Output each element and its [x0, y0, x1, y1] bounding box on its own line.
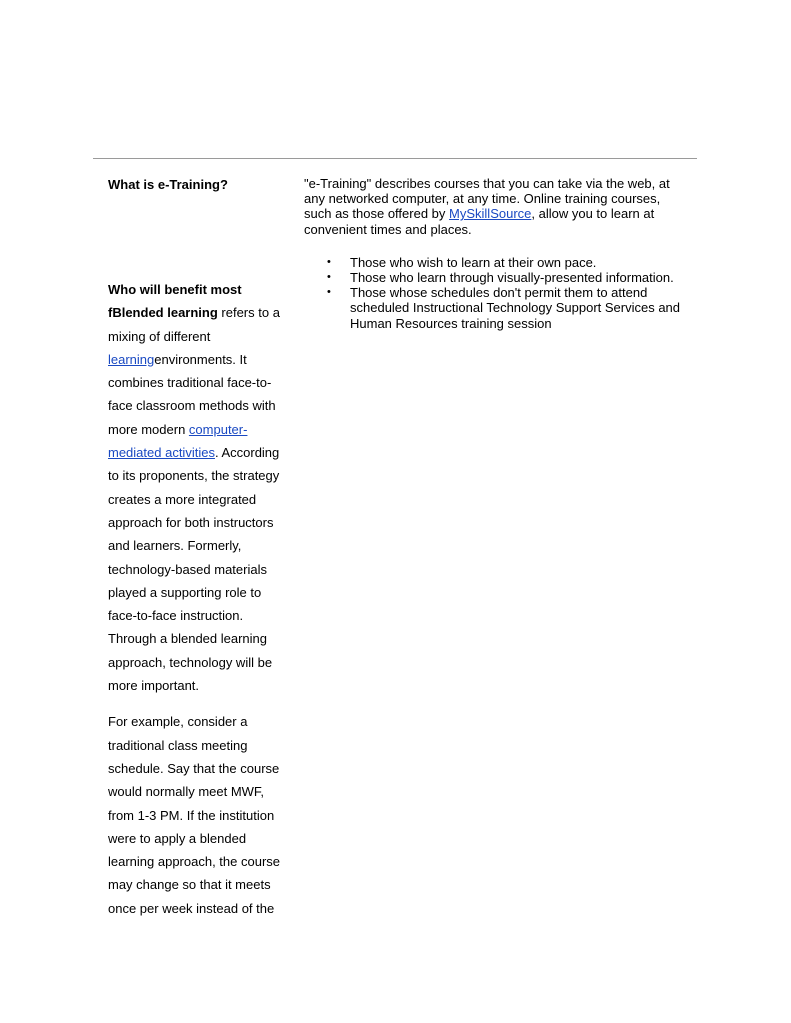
list-item — [304, 270, 689, 285]
bullet-icon: • — [327, 286, 331, 299]
heading-what-is-etraining: What is e-Training? — [108, 177, 228, 192]
right-column — [304, 176, 689, 331]
blended-learning-term: fBlended learning — [108, 305, 218, 321]
description-text-b: , allow you to learn at convenient times and places. — [304, 206, 655, 237]
left-column — [108, 176, 292, 920]
learning-link[interactable]: learning — [108, 351, 155, 367]
description-text-a: "e-Training" describes courses that you can take via the web, at any networked computer, at any time. Online training courses, such as those offered by — [304, 176, 670, 222]
paragraph-text-c: . According to its proponents, the strategy creates a more integrated approach for both instructors and learners. Formerly, technology-based materials played a supporting role to face-to-face instruction. Through a blended learning approach, technology will be more important. — [108, 445, 280, 694]
paragraph-text-a: refers to a mixing of different — [108, 305, 280, 344]
blended-learning-paragraph — [108, 301, 292, 697]
example-paragraph: For example, consider a traditional class meeting schedule. Say that the course would normally meet MWF, from 1-3 PM. If the institution were to apply a blended learning approach, the course may change so that it meets once per week instead of the — [108, 714, 281, 916]
heading-who-will-benefit: Who will benefit most — [108, 282, 242, 297]
bullet-icon: • — [327, 271, 331, 284]
list-item-text: Those who learn through visually-presented information. — [350, 270, 674, 286]
list-item — [304, 255, 689, 270]
paragraph-text-b: environments. It combines traditional face-to-face classroom methods with more modern — [108, 351, 276, 437]
bullet-icon: • — [327, 255, 331, 268]
etraining-description — [304, 176, 689, 237]
list-item — [304, 285, 689, 331]
benefit-list — [304, 255, 689, 331]
computer-mediated-activities-link[interactable]: computer-mediated activities — [108, 421, 248, 461]
list-item-text: Those who wish to learn at their own pace. — [350, 254, 597, 270]
list-item-text: Those whose schedules don't permit them to attend scheduled Instructional Technology Support Services and Human Resources training session — [350, 285, 681, 331]
horizontal-rule — [93, 158, 697, 159]
myskillsource-link[interactable]: MySkillSource — [449, 206, 532, 222]
